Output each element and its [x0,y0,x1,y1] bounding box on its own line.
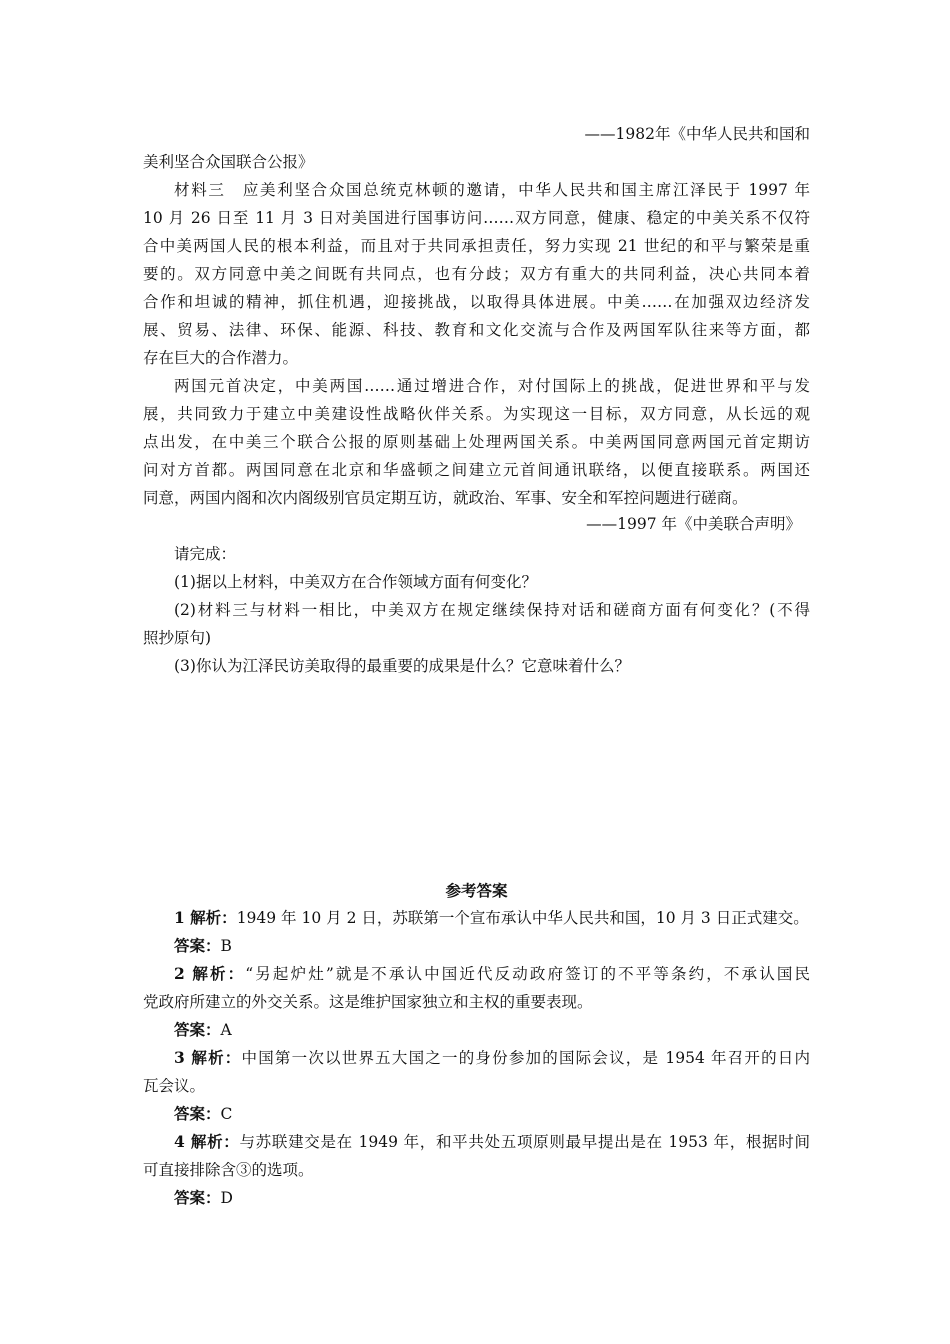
material3-line: 10 月 26 日至 11 月 3 日对美国进行国事访问……双方同意，健康、稳定的中美关系不仅符 [143,209,810,227]
explanation-label: 4 解析： [174,1132,240,1151]
material3-para2-line: 问对方首都。两国同意在北京和华盛顿之间建立元首间通讯联络，以便直接联系。两国还 [143,461,810,479]
answer-item-3-explanation-cont: 瓦会议。 [143,1077,206,1095]
question-3: (3)你认为江泽民访美取得的最重要的成果是什么？它意味着什么？ [174,657,630,675]
answer-label: 答案： [174,1104,221,1123]
material3-para2-line: 同意，两国内阁和次内阁级别官员定期互访，就政治、军事、安全和军控问题进行磋商。 [143,489,748,507]
explanation-text: 与苏联建交是在 1949 年，和平共处五项原则最早提出是在 1953 年，根据时间 [239,1133,810,1151]
answer-item-2-answer [143,1020,810,1040]
answer-value: B [220,937,232,955]
answer-item-1-answer [143,936,810,956]
material3-para2-line: 展，共同致力于建立中美建设性战略伙伴关系。为实现这一目标，双方同意，从长远的观 [143,405,810,423]
material3-line: 要的。双方同意中美之间既有共同点，也有分歧；双方有重大的共同利益，决心共同本着 [143,265,810,283]
answer-item-4-answer [143,1188,810,1208]
answer-item-1-explanation [143,908,810,928]
explanation-label: 2 解析： [174,964,246,983]
answer-item-3-answer [143,1104,810,1124]
material3-line: 展、贸易、法律、环保、能源、科技、教育和文化交流与合作及两国军队往来等方面，都 [143,321,810,339]
question-1: (1)据以上材料，中美双方在合作领域方面有何变化？ [174,573,537,591]
answers-heading: 参考答案 [445,881,508,900]
answer-item-4-explanation [143,1132,810,1152]
answer-item-3-explanation [143,1048,810,1068]
explanation-label: 3 解析： [174,1048,242,1067]
explanation-text: 1949 年 10 月 2 日，苏联第一个宣布承认中华人民共和国，10 月 3 日正式建交。 [236,909,809,927]
answer-value: A [220,1021,232,1039]
material2-source-line1: ——1982年《中华人民共和国和 [584,125,810,143]
answer-item-2-explanation [143,964,810,984]
answer-value: C [220,1105,233,1123]
answer-label: 答案： [174,1020,221,1039]
material3-line: 合中美两国人民的根本利益，而且对于共同承担责任，努力实现 21 世纪的和平与繁荣是重 [143,237,810,255]
explanation-text: 中国第一次以世界五大国之一的身份参加的国际会议，是 1954 年召开的日内 [241,1049,810,1067]
material2-source-line2: 美利坚合众国联合公报》 [143,153,314,171]
material3-line: 存在巨大的合作潜力。 [143,349,299,367]
material3-line: 材料三 应美利坚合众国总统克林顿的邀请，中华人民共和国主席江泽民于 1997 年 [174,181,810,199]
explanation-label: 1 解析： [174,908,237,927]
material3-para2-line: 点出发，在中美三个联合公报的原则基础上处理两国关系。中美两国同意两国元首定期访 [143,433,810,451]
question-2-line1: (2)材料三与材料一相比，中美双方在规定继续保持对话和磋商方面有何变化？(不得 [174,601,810,619]
material3-source: ——1997 年《中美联合声明》 [586,515,801,533]
answer-label: 答案： [174,1188,221,1207]
material3-line: 合作和坦诚的精神，抓住机遇，迎接挑战，以取得具体进展。中美……在加强双边经济发 [143,293,810,311]
question-2-line2: 照抄原句) [143,629,212,647]
answer-item-2-explanation-cont: 党政府所建立的外交关系。这是维护国家独立和主权的重要表现。 [143,993,593,1011]
questions-intro: 请完成： [174,545,237,563]
explanation-text: “另起炉灶”就是不承认中国近代反动政府签订的不平等条约，不承认国民 [245,965,810,983]
answer-item-4-explanation-cont: 可直接排除含③的选项。 [143,1161,314,1179]
answer-value: D [220,1189,233,1207]
material3-para2-line: 两国元首决定，中美两国……通过增进合作，对付国际上的挑战，促进世界和平与发 [174,377,810,395]
answer-label: 答案： [174,936,221,955]
